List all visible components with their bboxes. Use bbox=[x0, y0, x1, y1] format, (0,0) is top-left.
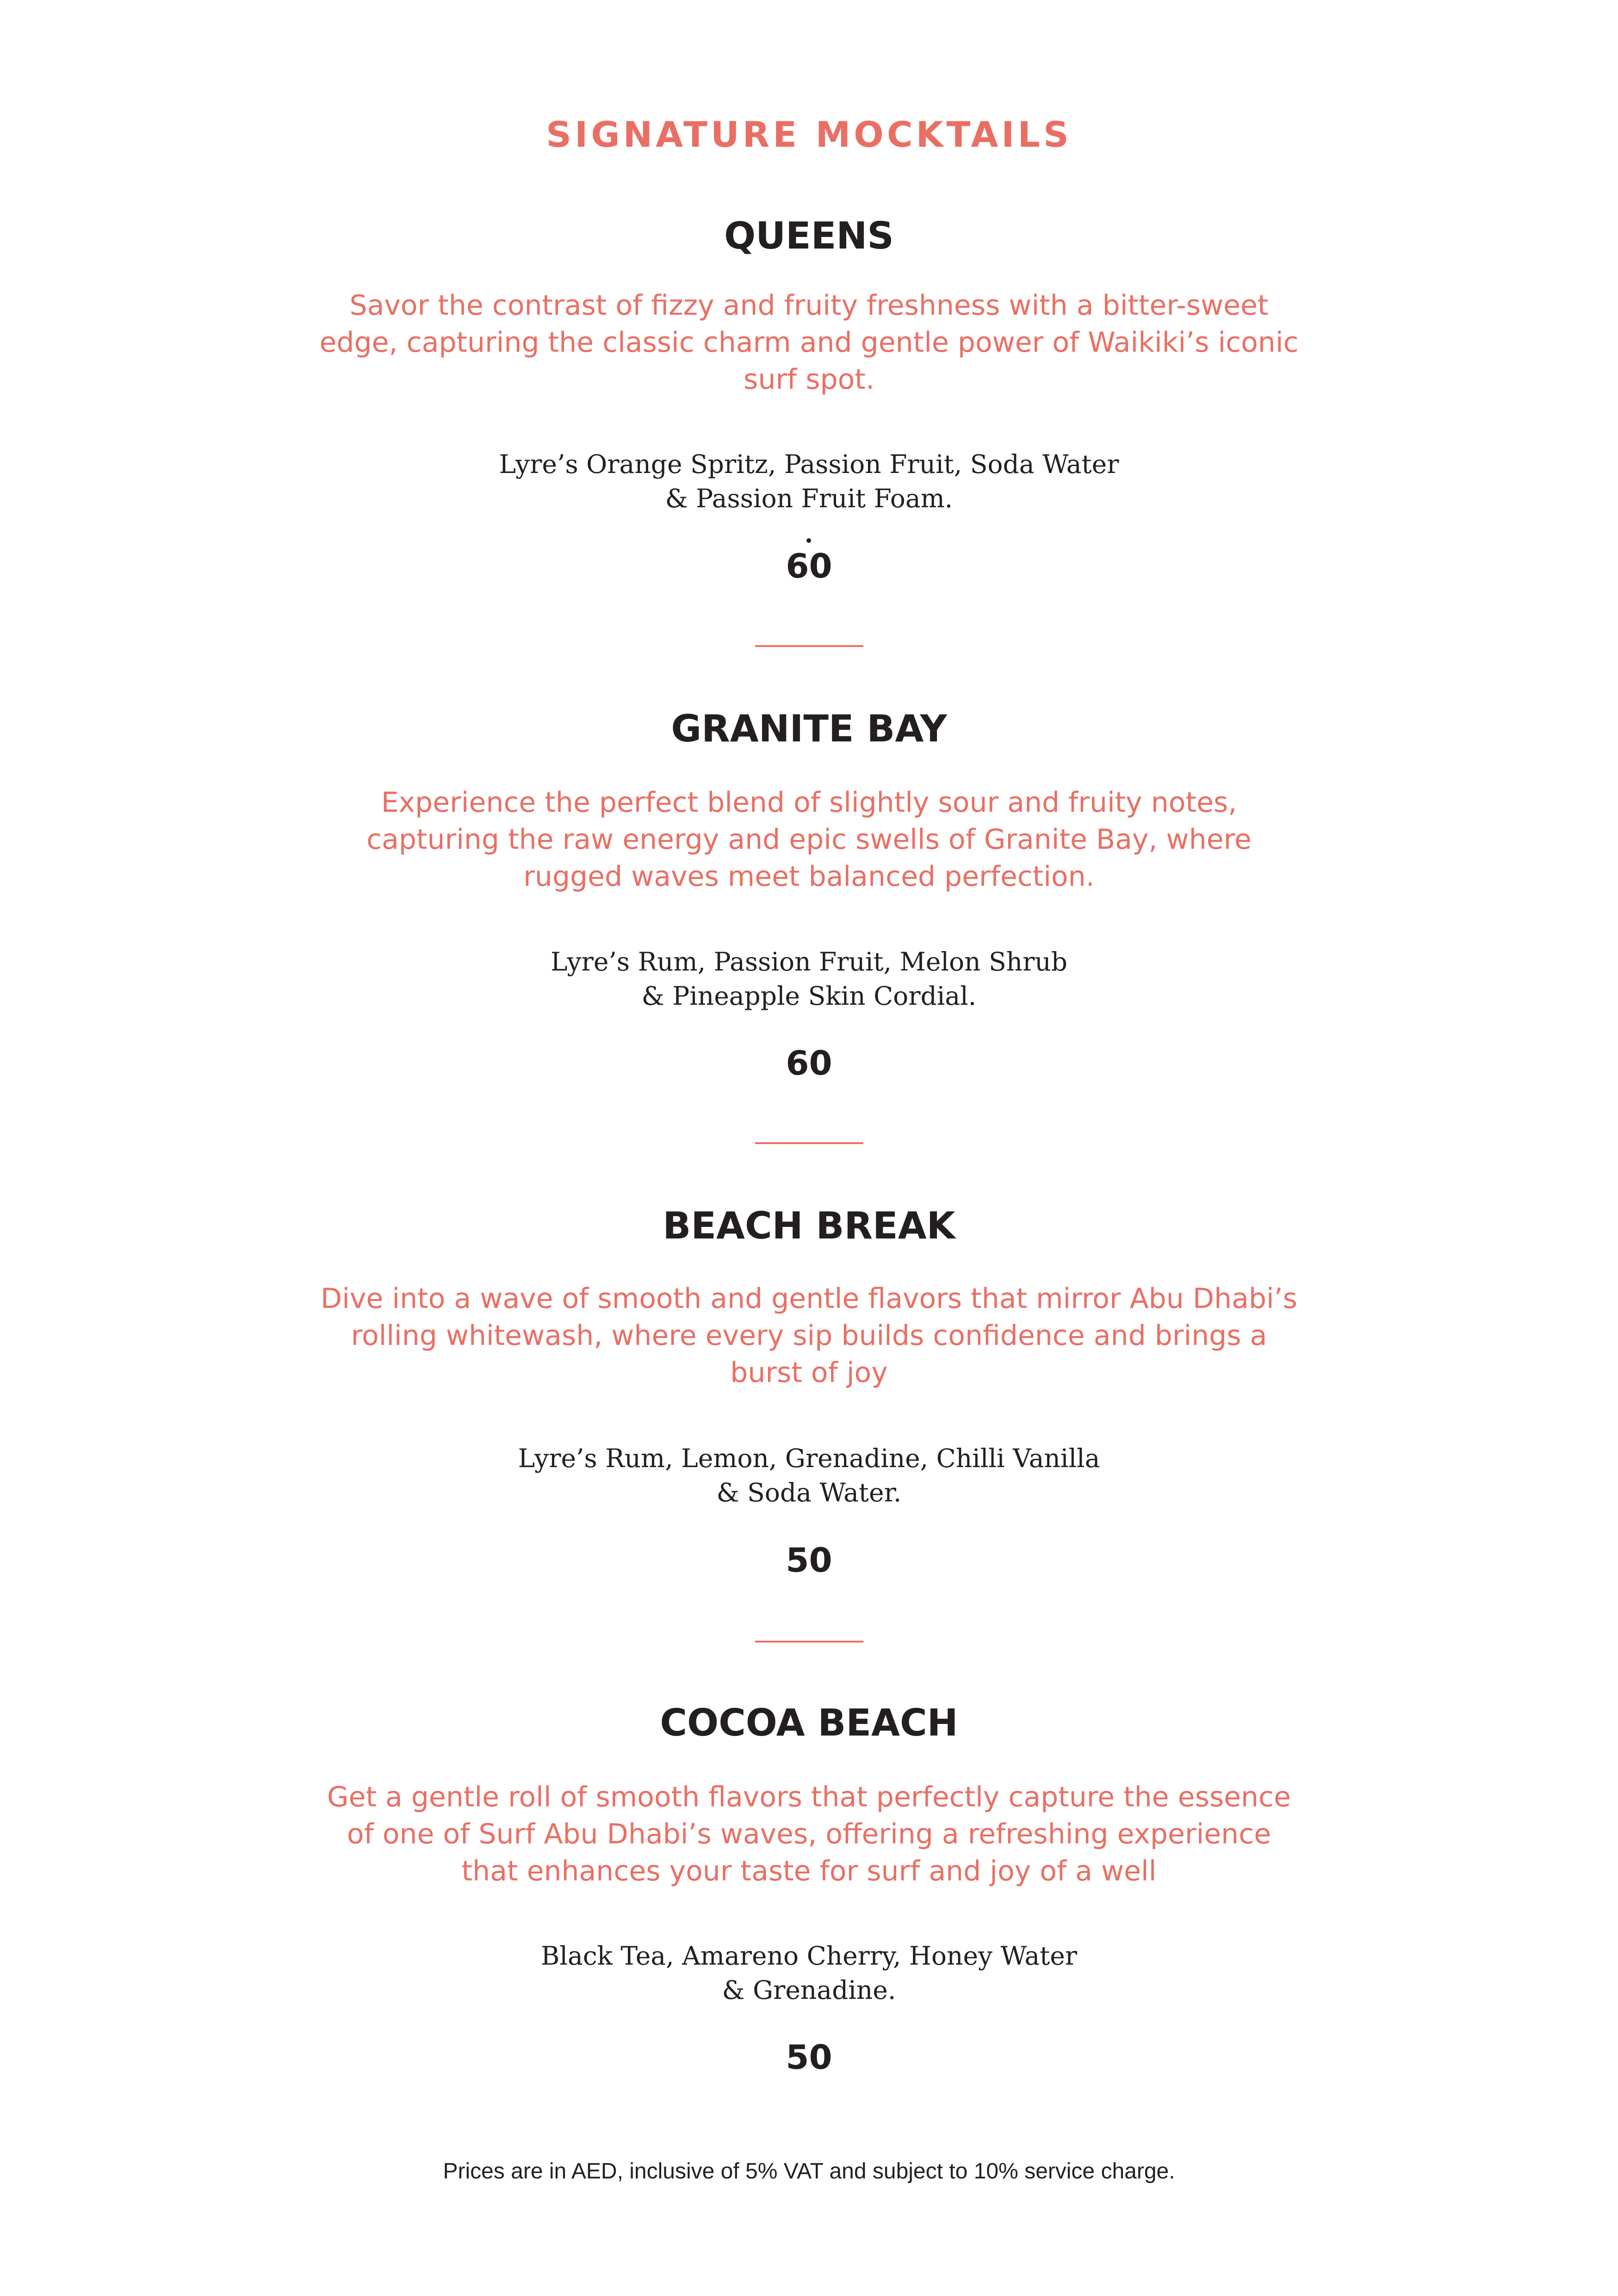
item-name-beach-break: BEACH BREAK bbox=[663, 1204, 955, 1247]
item-description-queens bbox=[278, 287, 1340, 398]
item-ingredients-cocoa-beach bbox=[416, 1939, 1202, 2007]
ingredients-line: & Soda Water. bbox=[716, 1478, 902, 1507]
item-price-queens: 60 bbox=[786, 547, 832, 585]
description-line: edge, capturing the classic charm and gentle power of Waikiki’s iconic bbox=[319, 326, 1299, 359]
section-divider bbox=[755, 1641, 863, 1643]
description-line: Get a gentle roll of smooth flavors that perfectly capture the essence bbox=[327, 1781, 1291, 1813]
item-name-queens: QUEENS bbox=[724, 214, 894, 257]
description-line: surf spot. bbox=[744, 363, 874, 396]
description-line: Experience the perfect blend of slightly sour and fruity notes, bbox=[381, 786, 1237, 819]
item-ingredients-queens bbox=[416, 447, 1202, 516]
ingredients-line: Lyre’s Orange Spritz, Passion Fruit, Soda Water bbox=[499, 449, 1119, 479]
section-divider bbox=[755, 645, 863, 647]
description-line: Savor the contrast of fizzy and fruity freshness with a bitter-sweet bbox=[349, 289, 1269, 322]
description-line: rugged waves meet balanced perfection. bbox=[523, 860, 1095, 893]
section-divider bbox=[755, 1142, 863, 1144]
ingredients-line: Black Tea, Amareno Cherry, Honey Water bbox=[540, 1941, 1078, 1971]
item-description-beach-break bbox=[278, 1280, 1340, 1391]
menu-heading: SIGNATURE MOCKTAILS bbox=[546, 114, 1072, 155]
ingredients-line: & Passion Fruit Foam. bbox=[665, 484, 953, 513]
item-description-cocoa-beach bbox=[278, 1779, 1340, 1890]
item-price-granite-bay: 60 bbox=[786, 1044, 832, 1083]
description-line: rolling whitewash, where every sip builds confidence and brings a bbox=[351, 1319, 1267, 1352]
description-line: of one of Surf Abu Dhabi’s waves, offering a refreshing experience bbox=[347, 1818, 1271, 1850]
dot-mark bbox=[806, 538, 811, 543]
description-line: capturing the raw energy and epic swells of Granite Bay, where bbox=[366, 823, 1252, 856]
ingredients-line: & Pineapple Skin Cordial. bbox=[641, 981, 977, 1011]
item-ingredients-beach-break bbox=[416, 1441, 1202, 1510]
item-price-beach-break: 50 bbox=[786, 1541, 832, 1580]
item-ingredients-granite-bay bbox=[416, 945, 1202, 1013]
item-name-granite-bay: GRANITE BAY bbox=[671, 707, 947, 750]
ingredients-line: Lyre’s Rum, Lemon, Grenadine, Chilli Vanilla bbox=[518, 1444, 1100, 1473]
item-description-granite-bay bbox=[278, 784, 1340, 895]
description-line: Dive into a wave of smooth and gentle flavors that mirror Abu Dhabi’s bbox=[321, 1282, 1297, 1315]
price-footnote: Prices are in AED, inclusive of 5% VAT and subject to 10% service charge. bbox=[443, 2159, 1175, 2184]
ingredients-line: & Grenadine. bbox=[722, 1975, 896, 2005]
description-line: burst of joy bbox=[730, 1356, 888, 1389]
description-line: that enhances your taste for surf and joy of a well bbox=[461, 1855, 1157, 1887]
ingredients-line: Lyre’s Rum, Passion Fruit, Melon Shrub bbox=[550, 947, 1068, 977]
item-price-cocoa-beach: 50 bbox=[786, 2038, 832, 2077]
item-name-cocoa-beach: COCOA BEACH bbox=[660, 1701, 958, 1744]
